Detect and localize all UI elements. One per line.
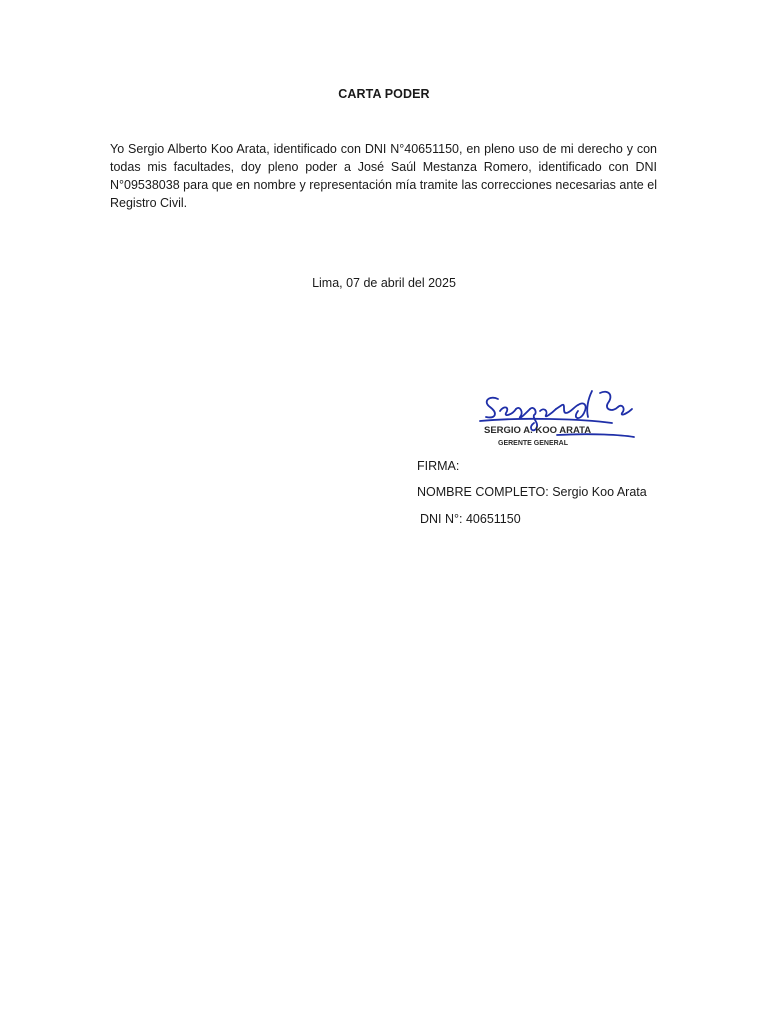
dni-line: DNI N°: 40651150 [420,512,521,526]
place-and-date: Lima, 07 de abril del 2025 [312,276,456,290]
signature-label: FIRMA: [417,459,460,473]
full-name-line: NOMBRE COMPLETO: Sergio Koo Arata [417,485,647,499]
power-of-attorney-paragraph: Yo Sergio Alberto Koo Arata, identificado con DNI N°40651150, en pleno uso de mi derecho y con todas mis facultades, doy pleno poder a José Saúl Mestanza Romero, identificado con DNI N°09538038 para que en nombre y representación mía tramite las correcciones necesarias ante el Registro Civil. [110,142,657,210]
stamp-name: SERGIO A. KOO ARATA [484,425,592,436]
handwritten-signature [462,383,658,465]
stamp-role: GERENTE GENERAL [498,440,569,447]
signature-graphic [462,383,658,465]
document-title: CARTA PODER [338,87,430,101]
